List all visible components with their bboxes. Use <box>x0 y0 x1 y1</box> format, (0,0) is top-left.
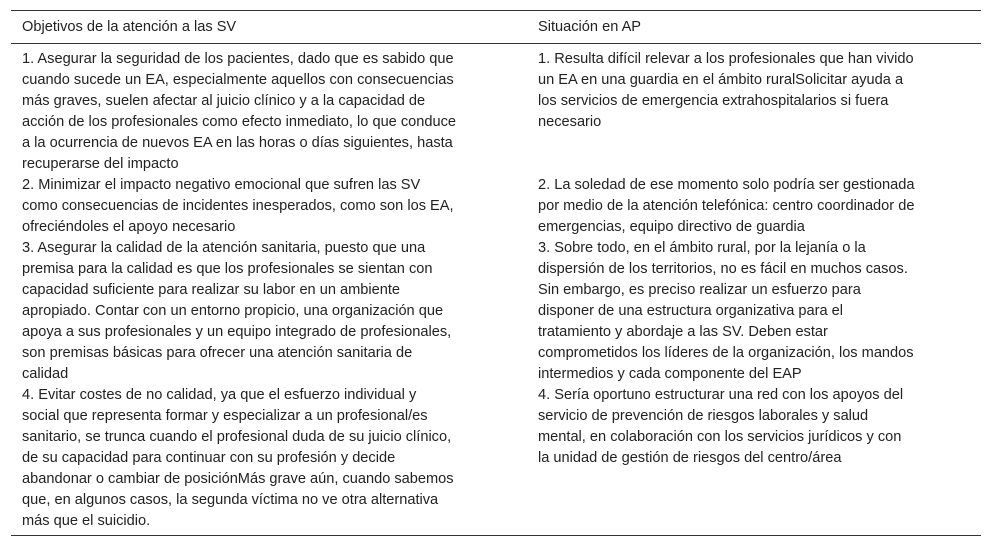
table-row <box>11 49 981 175</box>
header-objectives: Objetivos de la atención a las SV <box>22 18 237 35</box>
situation-cell: 3. Sobre todo, en el ámbito rural, por la lejanía o la dispersión de los territorios, no es fácil en muchos casos. Sin embargo, es preciso realizar un esfuerzo para disponer de una estructura organizativa para el tratamiento y abordaje a las SV. Deben estar comprometidos los líderes de la organización, los mandos intermedios y cada componente del EAP <box>538 240 914 382</box>
table-row <box>11 238 981 385</box>
table-row <box>11 385 981 532</box>
header-situation: Situación en AP <box>538 18 642 35</box>
objectives-table <box>11 10 981 536</box>
table-row <box>11 175 981 238</box>
table-body <box>11 44 981 535</box>
table-header-row <box>11 11 981 44</box>
situation-cell: 2. La soledad de ese momento solo podría ser gestionada por medio de la atención telefónica: centro coordinador de emergencias, equipo directivo de guardia <box>538 177 915 235</box>
objective-cell: 2. Minimizar el impacto negativo emocional que sufren las SV como consecuencias de incidentes inesperados, como son los EA, ofreciéndoles el apoyo necesario <box>22 177 454 235</box>
situation-cell: 1. Resulta difícil relevar a los profesionales que han vivido un EA en una guardia en el ámbito ruralSolicitar ayuda a los servicios de emergencia extrahospitalarios si fuera necesario <box>538 51 914 130</box>
objective-cell: 4. Evitar costes de no calidad, ya que el esfuerzo individual y social que representa formar y especializar a un profesional/es sanitario, se trunca cuando el profesional duda de su juicio clínico, de su capacidad para continuar con su profesión y decide abandonar o cambiar de posiciónMás grave aún, cuando sabemos que, en algunos casos, la segunda víctima no ve otra alternativa más que el suicidio. <box>22 387 454 529</box>
objective-cell: 1. Asegurar la seguridad de los pacientes, dado que es sabido que cuando sucede un EA, especialmente aquellos con consecuencias más graves, suelen afectar al juicio clínico y a la capacidad de acción de los profesionales como efecto inmediato, lo que conduce a la ocurrencia de nuevos EA en las horas o días siguientes, hasta recuperarse del impacto <box>22 51 457 172</box>
situation-cell: 4. Sería oportuno estructurar una red con los apoyos del servicio de prevención de riesgos laborales y salud mental, en colaboración con los servicios jurídicos y con la unidad de gestión de riesgos del centro/área <box>538 387 904 466</box>
objective-cell: 3. Asegurar la calidad de la atención sanitaria, puesto que una premisa para la calidad es que los profesionales se sientan con capacidad suficiente para realizar su labor en un ambiente apropiado. Contar con un entorno propicio, una organización que apoya a sus profesionales y un equipo integrado de profesionales, son premisas básicas para ofrecer una atención sanitaria de calidad <box>22 240 452 382</box>
